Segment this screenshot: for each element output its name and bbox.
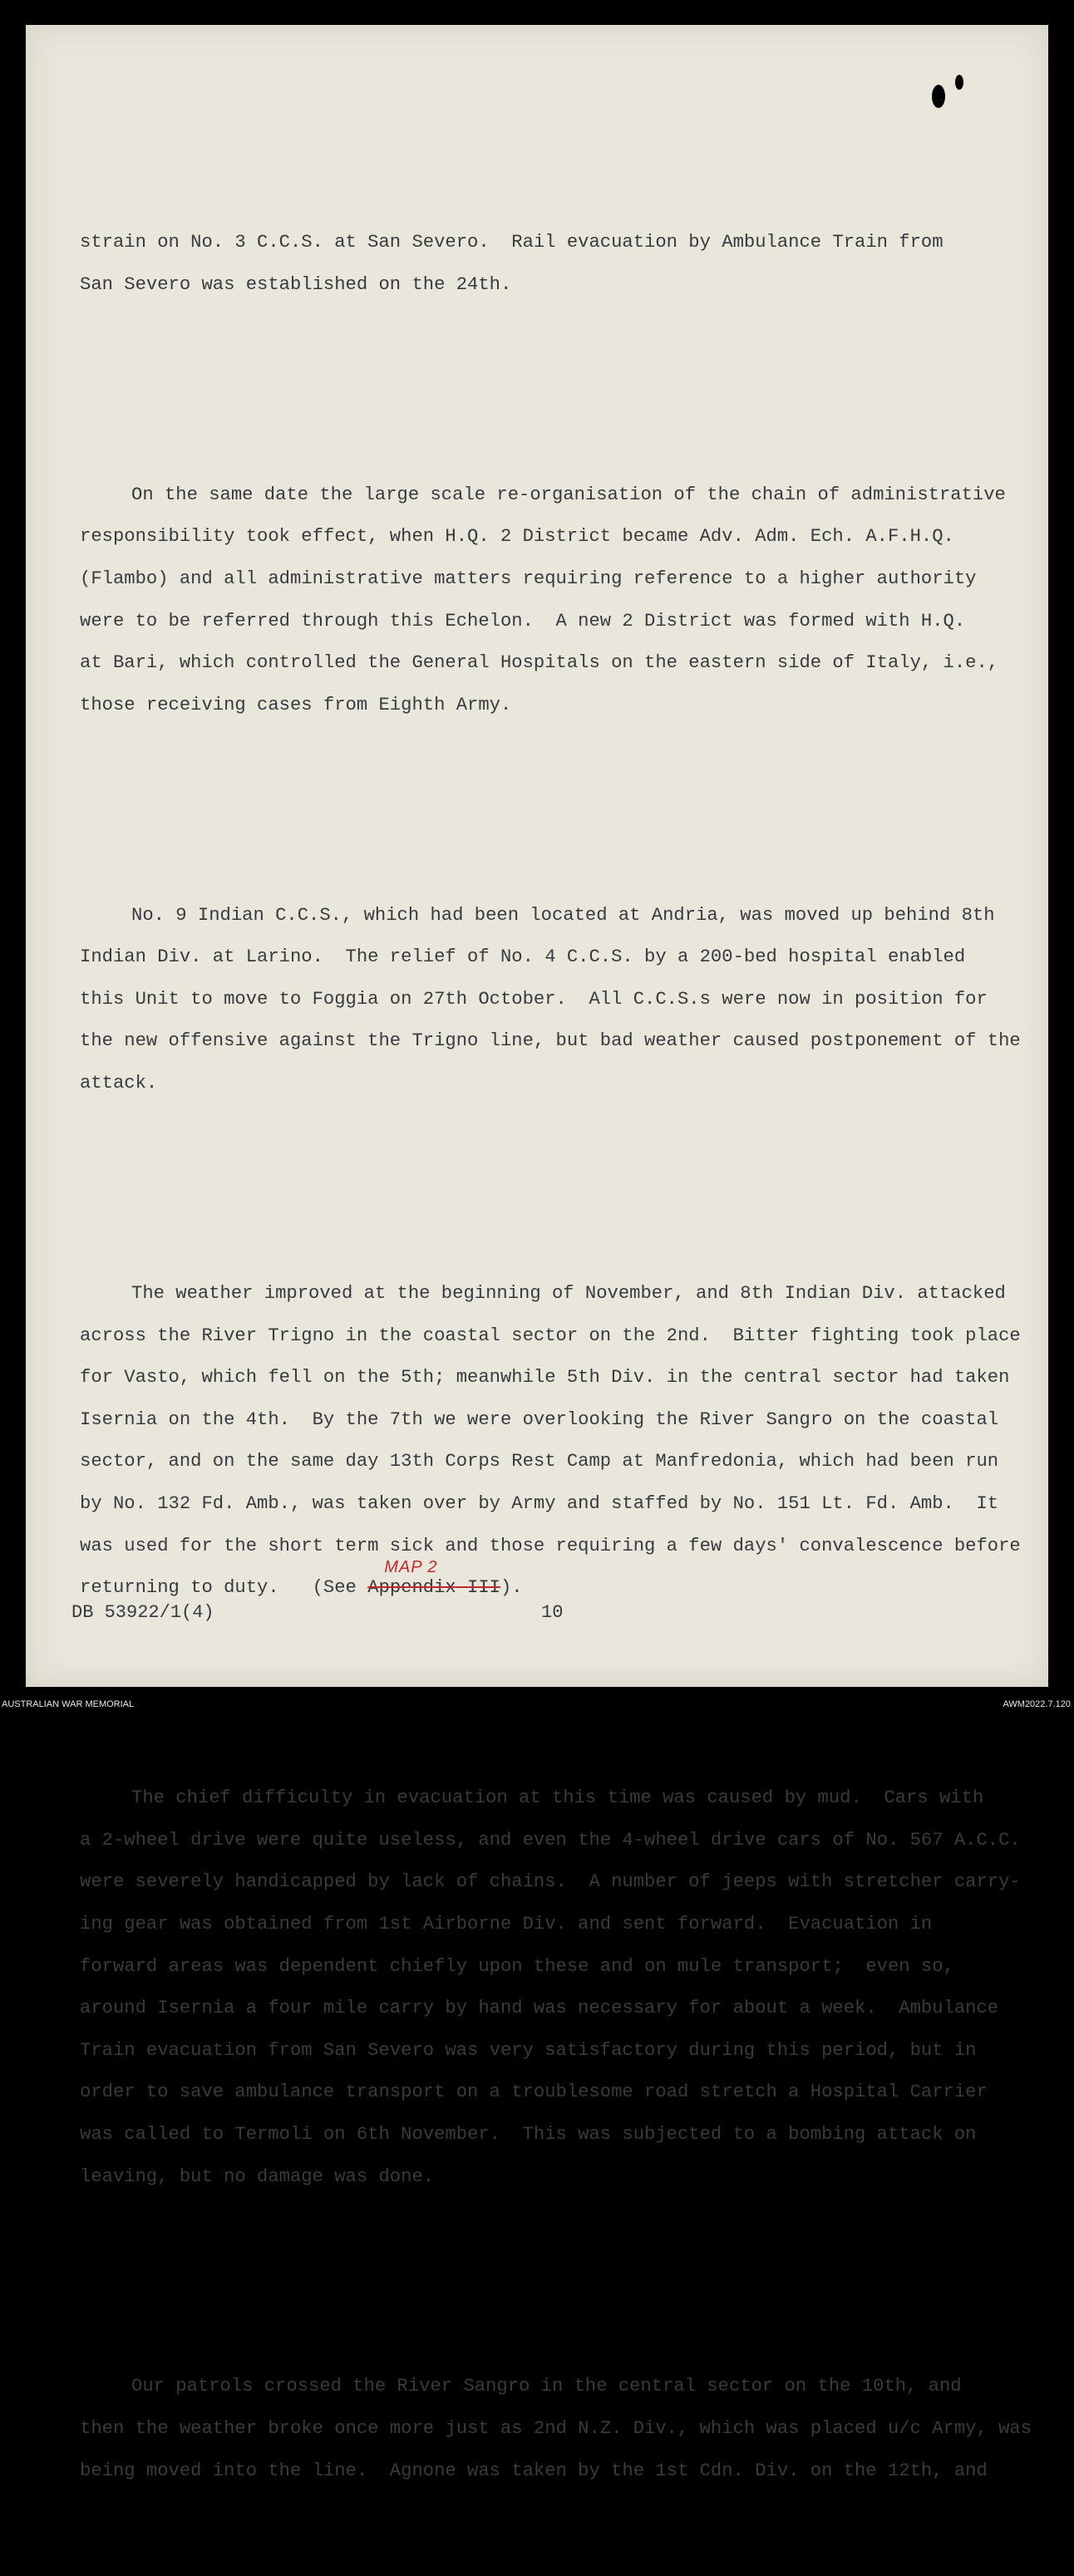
text-line: those receiving cases from Eighth Army. [80,694,512,715]
text-line: forward areas was dependent chiefly upon these and on mule transport; even so, [80,1955,954,1977]
text-line: No. 9 Indian C.C.S., which had been located at Andria, was moved up behind 8th [131,904,995,926]
text-line: sector, and on the same day 13th Corps Rest Camp at Manfredonia, which had been run [80,1451,999,1472]
text-line: Our patrols crossed the River Sangro in the central sector on the 10th, and [131,2376,962,2397]
body-text [80,138,1032,2576]
text-line: across the River Trigno in the coastal sector on the 2nd. Bitter fighting took place [80,1325,1021,1346]
text-line: was used for the short term sick and those requiring a few days' convalescence before [80,1535,1021,1556]
text-line: (Flambo) and all administrative matters requiring reference to a higher authority [80,568,977,589]
text-line: around Isernia a four mile carry by hand was necessary for about a week. Ambulance [80,1998,999,2019]
text-line: San Severo was established on the 24th. [80,273,512,295]
text-fragment: ). [500,1577,523,1599]
text-line: then the weather broke once more just as 2nd N.Z. Div., which was placed u/c Army, was [80,2418,1032,2440]
text-line: On the same date the large scale re-organisation of the chain of administrative [131,484,1006,505]
paragraph [80,138,1015,391]
text-line: by No. 132 Fd. Amb., was taken over by Army and staffed by No. 151 Lt. Fd. Amb. It [80,1493,999,1514]
text-line: responsibility took effect, when H.Q. 2 District became Adv. Adm. Ech. A.F.H.Q. [80,526,954,548]
text-line: was called to Termoli on 6th November. This was subjected to a bombing attack on [80,2123,977,2145]
archive-credit: AUSTRALIAN WAR MEMORIAL [2,1699,135,1709]
struck-text: Appendix III [367,1577,500,1599]
paper-damage [955,75,963,90]
text-line: the new offensive against the Trigno line, but bad weather caused postponement of the [80,1030,1021,1052]
text-line: attack. [80,1073,158,1094]
paragraph [80,2282,1032,2576]
text-line: were severely handicapped by lack of chains. A number of jeeps with stretcher carry- [80,1871,1021,1893]
text-line: The weather improved at the beginning of November, and 8th Indian Div. attacked [131,1283,1006,1305]
text-line: for Vasto, which fell on the 5th; meanwhile 5th Div. in the central sector had taken [80,1367,1010,1389]
text-line: this Unit to move to Foggia on 27th October. All C.C.S.s were now in position for [80,988,988,1010]
document-reference: DB 53922/1(4) [71,1602,214,1623]
text-line: a 2-wheel drive were quite useless, and even the 4-wheel drive cars of No. 567 A.C.C. [80,1829,1021,1851]
text-line: The chief difficulty in evacuation at this time was caused by mud. Cars with [131,1787,984,1809]
text-line: being moved into the line. Agnone was taken by the 1st Cdn. Div. on the 12th, and [80,2460,988,2481]
text-line: ing gear was obtained from 1st Airborne Div. and sent forward. Evacuation in [80,1913,933,1934]
text-fragment: returning to duty. (See [80,1577,368,1599]
handwritten-insert: MAP 2 [384,1558,438,1577]
text-line: strain on No. 3 C.C.S. at San Severo. Rail evacuation by Ambulance Train from [80,232,943,253]
archive-accession: AWM2022.7.120 [1003,1699,1071,1709]
text-line: leaving, but no damage was done. [80,2166,435,2187]
paper-damage [932,85,945,108]
text-line: Indian Div. at Larino. The relief of No. 4 C.C.S. by a 200-bed hospital enabled [80,946,966,968]
text-line: were to be referred through this Echelon. A new 2 District was formed with H.Q. [80,610,966,632]
paragraph [80,811,1021,1189]
paragraph [80,391,1015,811]
text-line: Isernia on the 4th. By the 7th we were overlooking the River Sangro on the coastal [80,1408,999,1430]
paragraph [80,1694,1021,2282]
text-line: order to save ambulance transport on a troublesome road stretch a Hospital Carrier [80,2082,988,2103]
page-number: 10 [541,1602,564,1623]
text-line: Train evacuation from San Severo was very satisfactory during this period, but in [80,2039,977,2061]
handwritten-correction [367,1558,500,1610]
text-line: at Bari, which controlled the General Hospitals on the eastern side of Italy, i.e., [80,652,999,674]
